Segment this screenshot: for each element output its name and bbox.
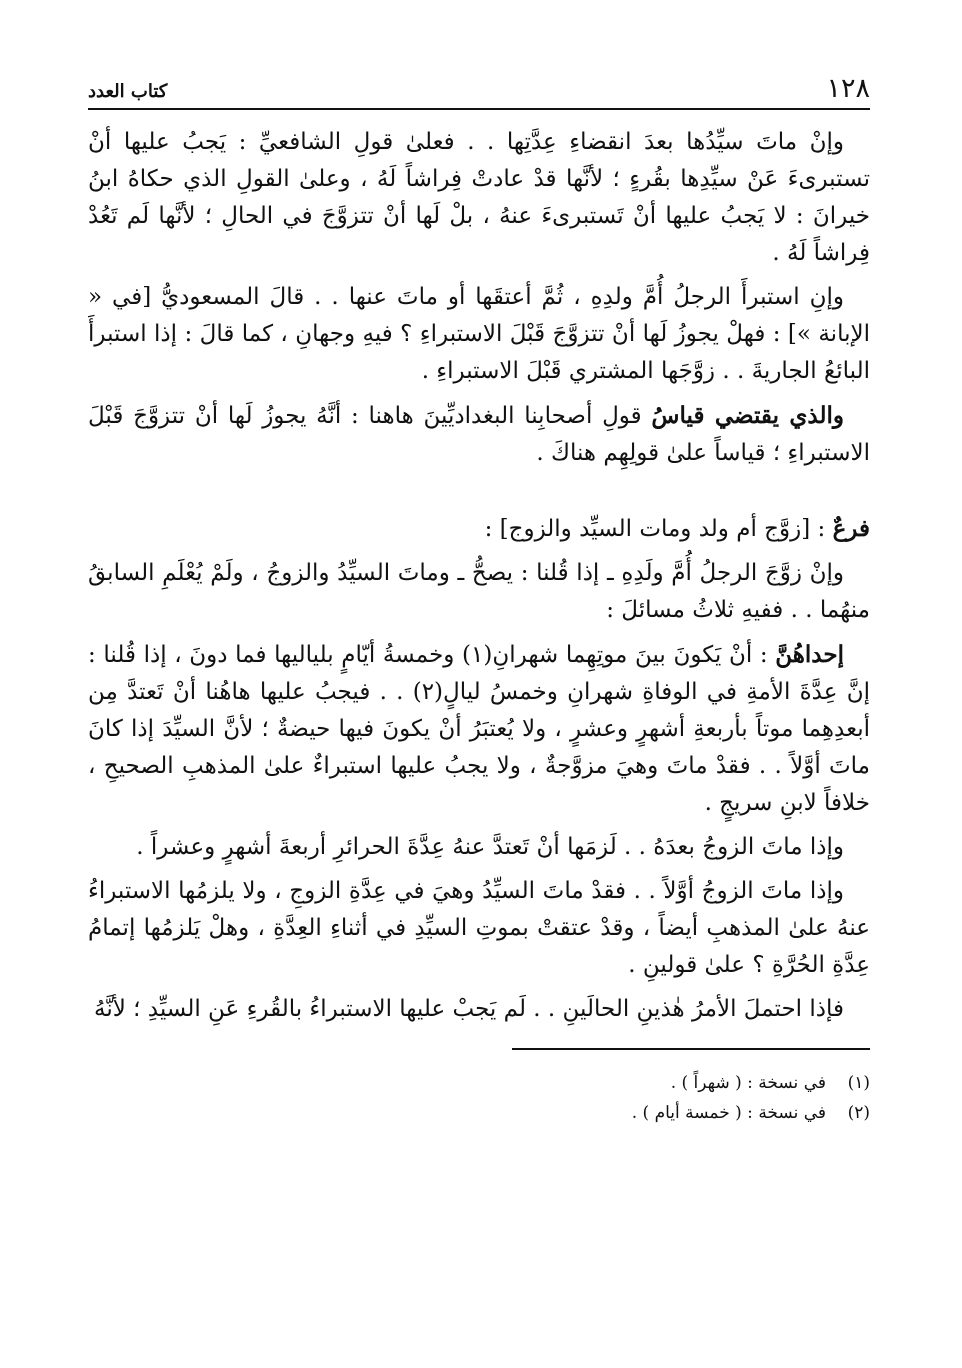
paragraph-lead: إحداهُنَّ: [775, 641, 844, 668]
paragraph: [88, 555, 870, 629]
paragraph: [88, 279, 870, 390]
paragraph: [88, 636, 870, 822]
paragraph-text: وإنْ زوَّجَ الرجلُ أُمَّ ولَدِهِ ـ إذا قُلنا : يصحُّ ـ وماتَ السيِّدُ والزوجُ ، ولَمْ يُعْلَمِ السابقُ منهُما . . ففيهِ ثلاثُ مسائلَ :: [88, 560, 870, 623]
footnotes: [88, 1070, 870, 1127]
paragraph-text: وإنْ ماتَ سيِّدُها بعدَ انقضاءِ عِدَّتِها . . فعلىٰ قولِ الشافعيِّ : يَجبُ عليها أنْ تستبرىءَ عَنْ سيِّدِها بقُرءٍ ؛ لأنَّها قدْ عادتْ فِراشاً لَهُ ، وعلىٰ القولِ الذي حكاهُ ابنُ خيرانَ : لا يَجبُ عليها أنْ تَستبرىءَ عنهُ ، بلْ لَها أنْ تتزوَّجَ في الحالِ ؛ لأنَّها لَم تَعُدْ فِراشاً لَهُ .: [88, 129, 870, 266]
paragraph-text: وإذا ماتَ الزوجُ بعدَهُ . . لَزمَها أنْ تَعتدَّ عنهُ عِدَّةَ الحرائرِ أربعةَ أشهرٍ وعشراً .: [136, 834, 844, 860]
footnote-marker: (٢): [847, 1103, 870, 1123]
page-number: ١٢٨: [826, 73, 870, 104]
paragraph: [88, 873, 870, 984]
book-page: [88, 72, 870, 1130]
body-text: [88, 124, 870, 1028]
page-header: [88, 72, 870, 110]
footnote: [88, 1100, 870, 1127]
footnote-text: في نسخة : ( خمسة أيام ) .: [631, 1103, 826, 1123]
paragraph-text: : أنْ يَكونَ بينَ موتِهِما شهرانِ(١) وخمسةُ أيّامٍ بلياليها فما دونَ ، إذا قُلنا : إنَّ عِدَّةَ الأمةِ في الوفاةِ شهرانِ وخمسُ ليالٍ(٢) . . فيجبُ عليها هاهُنا أنْ تَعتدَّ مِن أبعدِهِما موتاً بأربعةِ أشهرٍ وعشرٍ ، ولا يُعتبَرُ أنْ يكونَ فيها حيضةٌ ؛ لأنَّ السيِّدَ إذا كانَ ماتَ أوَّلاً . . فقدْ ماتَ وهيَ مزوَّجةٌ ، ولا يجبُ عليها استبراءٌ علىٰ المذهبِ الصحيحِ ، خلافاً لابنِ سريجٍ .: [88, 642, 871, 816]
footnote-separator: [512, 1048, 870, 1050]
section-heading: [88, 510, 870, 548]
footnote: [88, 1070, 870, 1097]
paragraph-lead: والذي يقتضي قياسُ: [651, 402, 844, 429]
footnote-marker: (١): [847, 1073, 870, 1093]
footnote-text: في نسخة : ( شهراً ) .: [670, 1073, 826, 1093]
paragraph: [88, 829, 870, 866]
paragraph: [88, 124, 870, 272]
running-title: كتاب العدد: [88, 81, 168, 102]
paragraph: [88, 397, 870, 472]
paragraph-text: وإنِ استبرأَ الرجلُ أُمَّ ولدِهِ ، ثُمَّ أعتقَها أو ماتَ عنها . . قالَ المسعوديُّ [في « الإبانة »] : فهلْ يجوزُ لَها أنْ تتزوَّجَ قَبْلَ الاستبراءِ ؟ فيهِ وجهانِ ، كما قالَ : إذا استبرأَ البائعُ الجاريةَ . . زوَّجَها المشتري قَبْلَ الاستبراءِ .: [88, 284, 870, 384]
paragraph: [88, 991, 870, 1028]
section-heading-label: فرعٌ: [832, 515, 870, 542]
paragraph-text: قولِ أصحابِنا البغداديِّينَ هاهنا : أنَّهُ يجوزُ لَها أنْ تتزوَّجَ قَبْلَ الاستبراءِ ؛ قياساً علىٰ قولِهِم هناكَ .: [88, 403, 870, 466]
section-heading-text: : [زوَّج أم ولد ومات السيِّد والزوج] :: [484, 516, 833, 542]
paragraph-text: فإذا احتملَ الأمرُ هٰذينِ الحالَينِ . . لَم يَجبْ عليها الاستبراءُ بالقُرءِ عَنِ السيِّدِ ؛ لأنَّهُ: [94, 996, 844, 1022]
paragraph-text: وإذا ماتَ الزوجُ أوَّلاً . . فقدْ ماتَ السيِّدُ وهيَ في عِدَّةِ الزوجِ ، ولا يلزمُها الاستبراءُ عنهُ علىٰ المذهبِ أيضاً ، وقدْ عتقتْ بموتِ السيِّدِ في أثناءِ العِدَّةِ ، وهلْ يَلزمُها إتمامُ عِدَّةِ الحُرَّةِ ؟ علىٰ قولينِ .: [88, 878, 870, 978]
